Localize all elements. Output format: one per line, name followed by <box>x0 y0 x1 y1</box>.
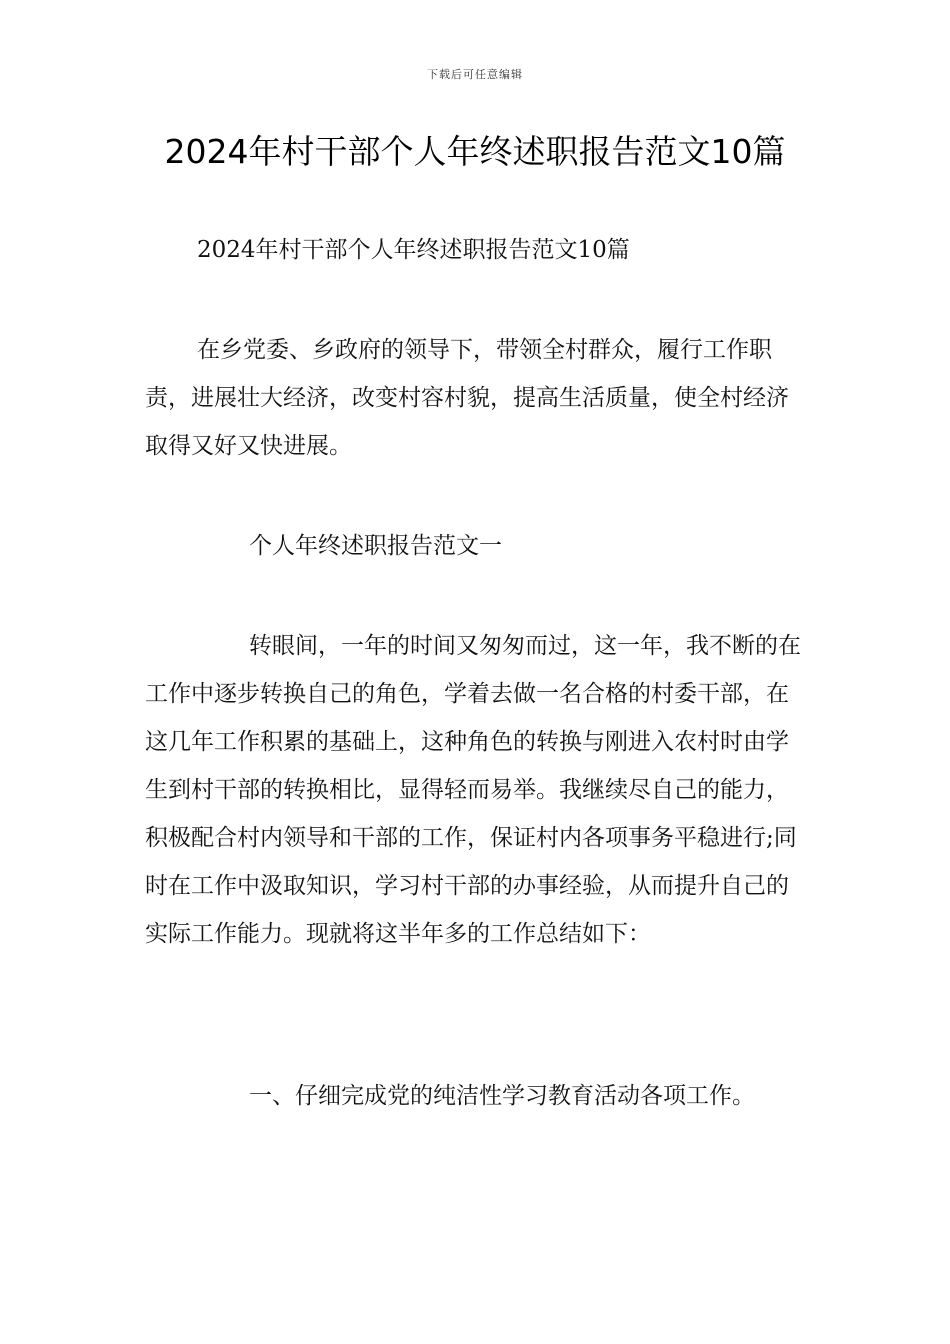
body-paragraph: 转眼间，一年的时间又匆匆而过，这一年，我不断的在工作中逐步转换自己的角色，学着去做一名合格的村委干部，在这几年工作积累的基础上，这种角色的转换与刚进入农村时由学生到村干部的转换相比，显得轻而易举。我继续尽自己的能力，积极配合村内领导和干部的工作，保证村内各项事务平稳进行;同时在工作中汲取知识，学习村干部的办事经验，从而提升自己的实际工作能力。现就将这半年多的工作总结如下： <box>145 633 801 947</box>
section-heading: 个人年终述职报告范文一 <box>249 533 502 559</box>
header-note: 下载后可任意编辑 <box>427 68 523 81</box>
subsection-heading: 一、仔细完成党的纯洁性学习教育活动各项工作。 <box>249 1083 755 1109</box>
document-title: 2024年村干部个人年终述职报告范文10篇 <box>164 132 786 171</box>
document-subtitle: 2024年村干部个人年终述职报告范文10篇 <box>197 237 630 263</box>
intro-paragraph: 在乡党委、乡政府的领导下，带领全村群众，履行工作职责，进展壮大经济，改变村容村貌，提高生活质量，使全村经济取得又好又快进展。 <box>145 337 789 459</box>
